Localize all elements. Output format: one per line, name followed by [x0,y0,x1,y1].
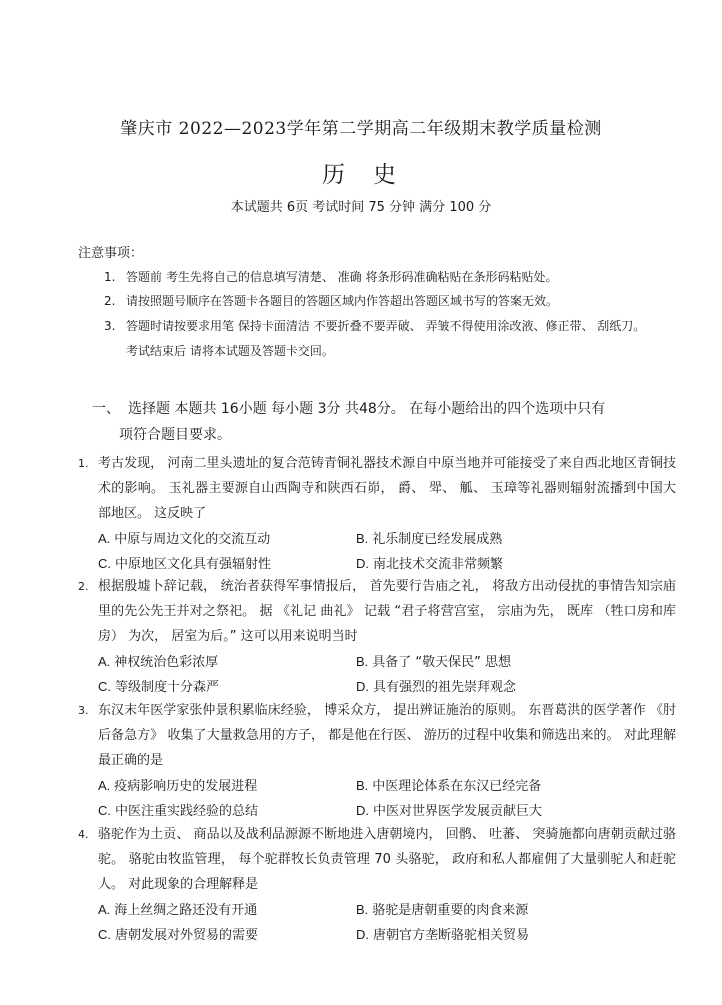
option-d: D. 中医对世界医学发展贡献巨大 [356,803,543,819]
notice-item-text: 答题时请按要求用笔 保持卡面清洁 不要折叠不要弄破、 弄皱不得使用涂改液、修正带、 刮纸刀。 考试结束后 请将本试题及答题卡交回。 [126,319,646,358]
notice-heading: 注意事项： [78,246,144,261]
notice-item-text: 请按照题号顺序在答题卡各题目的答题区域内作答超出答题区域书写的答案无效。 [126,294,559,308]
option-a: A. 中原与周边文化的交流互动 [98,531,271,547]
option-c: C. 中原地区文化具有强辐射性 [98,556,272,572]
section-instructions-cont: 项符合题目要求。 [119,427,231,443]
question-stem: 东汉末年医学家张仲景积累临床经验， 博采众方， 提出辨证施治的原则。 东晋葛洪的医学著作 《肘后备急方》 收集了大量救急用的方子， 都是他在行医、 游历的过程中收集和筛选出来的。 对此理解最正确的是 [98,703,676,768]
notice-item-number: 3. [104,319,116,333]
option-d: D. 具有强烈的祖先崇拜观念 [356,679,517,695]
option-c: C. 唐朝发展对外贸易的需要 [98,927,259,943]
section-number: 一、 [92,401,120,417]
exam-title: 肇庆市 2022—2023学年第二学期高二年级期末教学质量检测 [120,119,602,139]
question-options [78,897,676,947]
question-options [78,649,676,699]
option-b: B. 具备了 “敬天保民” 思想 [356,654,512,670]
question-number: 1. [78,457,89,470]
question-number: 4. [78,828,89,841]
exam-info: 本试题共 6页 考试时间 75 分钟 满分 100 分 [230,200,492,215]
notice-item-text: 答题前 考生先将自己的信息填写清楚、 准确 将条形码准确粘贴在条形码粘贴处。 [126,270,558,284]
question-number: 2. [78,580,89,593]
option-d: D. 唐朝官方垄断骆驼相关贸易 [356,927,530,943]
notice-item [104,265,664,290]
section-heading [92,396,672,448]
question-2 [78,574,676,699]
option-d: D. 南北技术交流非常频繁 [356,556,504,572]
question-options [78,526,676,576]
question-1 [78,451,676,576]
option-a: A. 神权统治色彩浓厚 [98,654,219,670]
option-a: A. 疫病影响历史的发展进程 [98,778,258,794]
notice-item [104,314,656,364]
option-a: A. 海上丝绸之路还没有开通 [98,902,258,918]
question-stem: 骆驼作为土贡、 商品以及战利品源源不断地进入唐朝境内， 回鹘、 吐蕃、 突骑施都向唐朝贡献过骆驼。 骆驼由牧监管理， 每个驼群牧长负责管理 70 头骆驼， 政府和私人都雇佣了大量驯驼人和赶驼人。 对此现象的合理解释是 [98,827,676,892]
option-b: B. 中医理论体系在东汉已经完备 [356,778,542,794]
subject-title: 历史 [322,162,424,188]
notice-item-number: 1. [104,270,116,284]
option-c: C. 中医注重实践经验的总结 [98,803,259,819]
question-3 [78,698,676,823]
notice-item [104,289,664,314]
option-b: B. 礼乐制度已经发展成熟 [356,531,503,547]
notice-item-number: 2. [104,294,116,308]
section-instructions: 选择题 本题共 16小题 每小题 3分 共48分。 在每小题给出的四个选项中只有 [128,401,606,417]
question-4 [78,822,676,947]
option-c: C. 等级制度十分森严 [98,679,220,695]
question-stem: 考古发现， 河南二里头遗址的复合范铸青铜礼器技术源自中原当地并可能接受了来自西北地区青铜技术的影响。 玉礼器主要源自山西陶寺和陕西石峁， 爵、 斝、 觚、 玉璋等礼器则辐射流播到中国大部地区。 这反映了 [98,456,676,521]
question-options [78,773,676,823]
question-number: 3. [78,704,89,717]
option-b: B. 骆驼是唐朝重要的肉食来源 [356,902,529,918]
question-stem: 根据殷墟卜辞记载， 统治者获得军事情报后， 首先要行告庙之礼， 将敌方出动侵扰的事情告知宗庙里的先公先王并对之祭祀。 据 《礼记 曲礼》 记载 “君子将营宫室， 宗庙为先， 既库 （牲口房和库房） 为次， 居室为后。” 这可以用来说明当时 [98,579,676,644]
